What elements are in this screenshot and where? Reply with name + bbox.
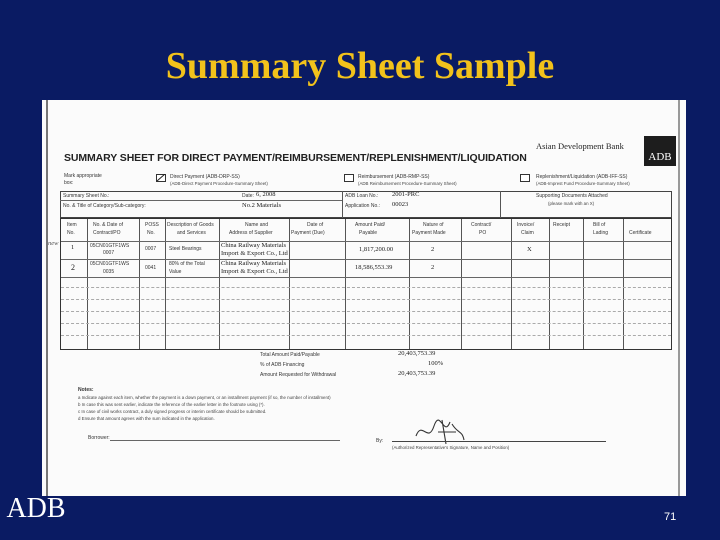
col-line [583,219,584,349]
margin-note: new [48,240,59,247]
form-title: SUMMARY SHEET FOR DIRECT PAYMENT/REIMBURSEMENT/REPLENISHMENT/LIQUIDATION [64,152,527,164]
row1-invoice-mark: X [527,246,532,253]
col-line [549,219,550,349]
row2-contract: 05CN01GTF1WS [90,261,130,267]
supporting-docs-sublabel: (please mark with an X) [548,201,595,206]
col-line [219,219,220,349]
col-header-contract-po-2: PO [479,230,487,236]
application-no-value: 00023 [392,201,409,208]
note-item: a Indicate against each item, whether the payment is a down payment, or an installment payment (if so, the number of installment) [78,395,331,400]
row2-description: 80% of the Total [169,261,205,267]
summary-sheet-no-label: Summary Sheet No.: [63,193,110,199]
adb-financing-label: % of ADB Financing [260,362,305,368]
blank-row-line [61,299,671,300]
supporting-docs-label: Supporting Documents Attached [536,193,608,199]
reimbursement-label: Reimbursement (ADB-RMP-SS) [358,174,430,180]
scan-edge-right [678,100,680,496]
row2-contract-2: 0035 [103,269,115,275]
page-number: 71 [664,511,677,523]
replenishment-sublabel: (ADB-Imprest Fund Procedure-Summary Sheet) [536,181,630,186]
category-label: No. & Title of Category/Sub-category: [63,203,146,209]
bank-logo: ADB [644,136,676,166]
direct-payment-checkbox[interactable] [156,174,166,182]
signature-caption: (Authorized Representative's Signature, Name and Position) [392,445,510,450]
borrower-line [110,440,340,441]
row-line [61,277,671,278]
direct-payment-sublabel: (ADB-Direct Payment Procedure-Summary Sheet) [170,181,268,186]
notes-heading: Notes: [78,387,94,393]
row-line [61,259,671,260]
borrower-label: Borrower: [88,435,110,441]
col-header-bill: Bill of [593,222,606,228]
row2-supplier: China Railway Materials [221,260,286,267]
adb-financing-value: 100% [428,360,444,367]
loan-no-label: ADB Loan No.: [345,193,379,199]
col-line [409,219,410,349]
check-mark-icon [156,174,166,182]
row1-contract: 05CN01GTF1WS [90,243,130,249]
col-header-item-2: No. [67,230,75,236]
col-header-amount: Amount Paid/ [355,222,386,228]
col-line [461,219,462,349]
slide-title: Summary Sheet Sample [165,45,555,87]
signature-line [392,441,606,442]
direct-payment-label: Direct Payment (ADB-DRP-SS) [170,174,240,180]
header-vdivider [342,191,343,218]
row2-supplier-2: Import & Export Co., Ltd [221,268,288,275]
col-header-supplier: Name and [245,222,269,228]
note-item: d Ensure that amount agrees with the sum indicated in the application. [78,416,215,421]
col-header-contract-2: Contract/PO [93,230,121,236]
col-line [165,219,166,349]
row1-supplier: China Railway Materials [221,242,286,249]
row1-supplier-2: Import & Export Co., Ltd [221,250,288,257]
reimbursement-checkbox[interactable] [344,174,354,182]
col-header-contract: No. & Date of [93,222,124,228]
col-line [289,219,290,349]
by-label: By: [376,438,384,444]
total-amount-label: Total Amount Paid/Payable [260,352,320,358]
row1-nature: 2 [431,246,435,253]
mark-label: Mark appropriate [64,173,102,179]
total-amount-value: 20,403,753.39 [398,350,436,357]
col-header-receipt: Receipt [553,222,570,228]
totals-block [260,350,482,384]
note-item: c In case of civil works contract, a duly signed progress or interim certificate should be submitted. [78,409,267,414]
row1-contract-2: 0007 [103,250,115,256]
replenishment-checkbox[interactable] [520,174,530,182]
blank-row-line [61,287,671,288]
row1-amount: 1,817,200.00 [359,246,394,253]
bank-name: Asian Development Bank [536,141,624,151]
application-no-label: Application No.: [345,203,381,209]
col-line [623,219,624,349]
header-row-line [61,241,671,242]
col-line [87,219,88,349]
col-header-bill-2: Lading [593,230,609,236]
col-header-certificate: Certificate [629,230,652,236]
row2-description-2: Value [169,269,182,275]
adb-logo: ADB [6,493,66,524]
amount-requested-label: Amount Requested for Withdrawal [260,372,337,378]
col-header-date-2: Payment (Due) [291,230,325,236]
row2-item: 2 [71,263,75,272]
col-header-invoice-2: Claim [521,230,534,236]
col-line [511,219,512,349]
blank-row-line [61,335,671,336]
row1-poss: 0007 [145,246,157,252]
scan-edge-left [46,100,48,496]
blank-row-line [61,323,671,324]
col-header-date: Date of [307,222,324,228]
date-label: Date: [242,193,254,199]
col-header-nature: Nature of [423,222,444,228]
header-vdivider-2 [500,191,501,218]
date-value: 6, 2008 [256,191,276,198]
row2-amount: 18,586,553.39 [355,264,393,271]
col-line [345,219,346,349]
header-divider [60,200,342,201]
col-header-amount-2: Payable [359,230,378,236]
col-header-item: Item [67,222,77,228]
scanned-summary-sheet [42,100,686,496]
blank-row-line [61,311,671,312]
row1-description: Steel Bearings [169,246,202,252]
amount-requested-value: 20,403,753.39 [398,370,436,377]
reimbursement-sublabel: (ADB Reimbursement Procedure-Summary Sheet) [358,181,457,186]
col-header-poss: POSS [145,222,159,228]
handwritten-signature [412,414,468,448]
loan-no-value: 2001-PRC [392,191,420,198]
row2-poss: 0041 [145,265,157,271]
col-header-poss-2: No. [147,230,155,236]
replenishment-label: Replenishment/Liquidation (ADB-IFF-SS) [536,174,628,180]
col-header-supplier-2: Address of Supplier [229,230,273,236]
row1-item: 1 [71,244,75,251]
payments-table [60,218,672,350]
col-header-description-2: and Services [177,230,206,236]
col-header-nature-2: Payment Made [412,230,446,236]
col-line [139,219,140,349]
category-value: No.2 Materials [242,202,281,209]
row2-nature: 2 [431,264,435,271]
mark-label-box: box: [64,180,74,186]
col-header-contract-po: Contract/ [471,222,492,228]
note-item: b In case this was sent earlier, indicate the reference of the earlier letter in the footnote using (*). [78,402,265,407]
col-header-description: Description of Goods [167,222,214,228]
col-header-invoice: Invoice/ [517,222,535,228]
